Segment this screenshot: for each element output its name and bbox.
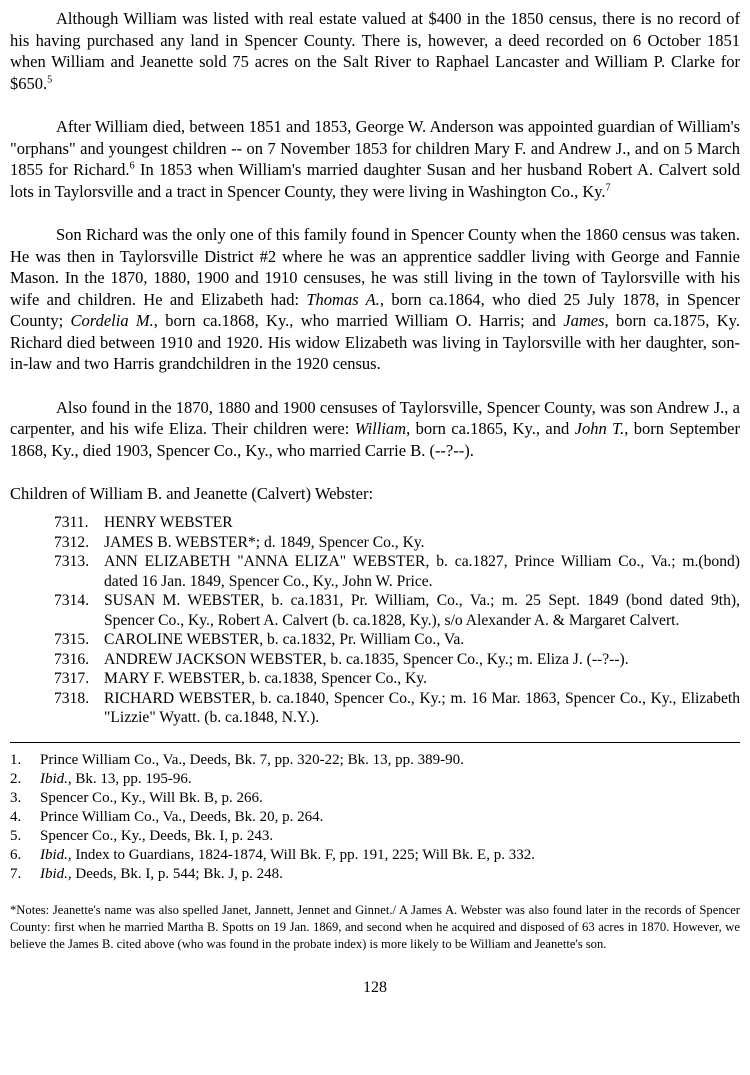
list-item (54, 533, 740, 553)
footnote (10, 789, 740, 808)
footnote-number: 6. (10, 846, 22, 863)
child-text: MARY F. WEBSTER, b. ca.1838, Spencer Co., Ky. (104, 670, 428, 687)
footnote (10, 865, 740, 884)
footnote (10, 846, 740, 865)
footnote-text: Prince William Co., Va., Deeds, Bk. 7, pp. 320-22; Bk. 13, pp. 389-90. (40, 751, 464, 768)
footnote-number: 3. (10, 789, 22, 806)
footnote-text: Prince William Co., Va., Deeds, Bk. 20, p. 264. (40, 808, 324, 825)
child-text: ANN ELIZABETH "ANNA ELIZA" WEBSTER, b. ca.1827, Prince William Co., Va.; m.(bond) dated 16 Jan. 1849, Spencer Co., Ky., John W. Price. (104, 553, 740, 590)
list-item (54, 650, 740, 670)
child-text: RICHARD WEBSTER, b. ca.1840, Spencer Co., Ky.; m. 16 Mar. 1863, Spencer Co., Ky., Elizabeth "Lizzie" Wyatt. (b. ca.1848, N.Y.). (104, 689, 740, 726)
child-text: JAMES B. WEBSTER*; d. 1849, Spencer Co., Ky. (104, 533, 425, 551)
footnote-text: Spencer Co., Ky., Deeds, Bk. I, p. 243. (40, 827, 274, 844)
footnotes-section (10, 751, 740, 884)
child-number: 7314. (54, 592, 90, 609)
footnote-number: 4. (10, 808, 22, 825)
child-number: 7316. (54, 650, 90, 668)
footnote-text: Spencer Co., Ky., Will Bk. B, p. 266. (40, 789, 263, 806)
paragraph-1: Although William was listed with real estate valued at $400 in the 1850 census, there is no record of his having purchased any land in Spencer County. There is, however, a deed recorded on 6 October 1851 when William and Jeanette sold 75 acres on the Salt River to Raphael Lancaster and William P. Clarke for $650.$^5$ (10, 9, 740, 93)
children-list (54, 513, 740, 728)
child-text: SUSAN M. WEBSTER, b. ca.1831, Pr. William, Co., Va.; m. 25 Sept. 1849 (bond dated 9th), Spencer Co., Ky., Robert A. Calvert (b. ca.1828, Ky.), s/o Alexander A. & Margaret Calvert. (104, 592, 740, 629)
footnote-number: 2. (10, 770, 22, 787)
footnote-number: 1. (10, 751, 22, 768)
paragraph-2: After William died, between 1851 and 1853, George W. Anderson was appointed guardian of William's "orphans" and youngest children -- on 7 November 1853 for children Mary F. and Andrew J., and on 5 March 1855 for Richard.$^6$ In 1853 when William's married daughter Susan and her husband Robert A. Calvert sold lots in Taylorsville and a tract in Spencer County, they were living in Washington Co., Ky.$^7$ (10, 117, 740, 201)
list-item (54, 552, 740, 591)
footnote-number: 7. (10, 865, 22, 882)
list-item (54, 669, 740, 689)
children-heading: Children of William B. and Jeanette (Calvert) Webster: (10, 484, 374, 503)
footnote (10, 770, 740, 789)
footnote (10, 827, 740, 846)
footnote-text: Ibid., Index to Guardians, 1824-1874, Will Bk. F, pp. 191, 225; Will Bk. E, p. 332. (40, 846, 535, 863)
footnote-text: Ibid., Deeds, Bk. I, p. 544; Bk. J, p. 248. (40, 865, 283, 882)
child-number: 7315. (54, 631, 90, 648)
child-number: 7317. (54, 670, 90, 687)
footnote (10, 751, 740, 770)
paragraph-4: Also found in the 1870, 1880 and 1900 censuses of Taylorsville, Spencer County, was son Andrew J., a carpenter, and his wife Eliza. Their children were: William, born ca.1865, Ky., and John T., born September 1868, Ky., died 1903, Spencer Co., Ky., who married Carrie B. (--?--). (10, 397, 740, 460)
footnote-divider (10, 742, 740, 743)
child-number: 7312. (54, 533, 90, 551)
footnote (10, 808, 740, 827)
child-number: 7313. (54, 553, 90, 570)
child-text: CAROLINE WEBSTER, b. ca.1832, Pr. William Co., Va. (104, 631, 465, 648)
page-number: 128 (363, 978, 387, 996)
child-text: ANDREW JACKSON WEBSTER, b. ca.1835, Spencer Co., Ky.; m. Eliza J. (--?--). (104, 650, 629, 668)
child-number: 7311. (54, 514, 89, 531)
list-item (54, 513, 740, 533)
list-item (54, 591, 740, 630)
footnote-number: 5. (10, 827, 22, 844)
list-item (54, 630, 740, 650)
list-item (54, 689, 740, 728)
child-number: 7318. (54, 689, 90, 707)
child-text: HENRY WEBSTER (104, 514, 233, 531)
notes-paragraph: *Notes: Jeanette's name was also spelled Janet, Jannett, Jennet and Ginnet./ A James A. Webster was also found later in the records of Spencer County: first when he married Martha B. Spotts on 19 Jan. 1869, and second when he acquired and disposed of 63 acres in 1870. However, we believe the James B. cited above (who was found in the probate index) is more likely to be William and Jeanette's son. (10, 902, 740, 951)
footnote-text: Ibid., Bk. 13, pp. 195-96. (40, 770, 192, 787)
paragraph-3: Son Richard was the only one of this family found in Spencer County when the 1860 census was taken. He was then in Taylorsville District #2 where he was an apprentice saddler living with George and Fannie Mason. In the 1870, 1880, 1900 and 1910 censuses, he was still living in the town of Taylorsville with his wife and children. He and Elizabeth had: Thomas A., born ca.1864, who died 25 July 1878, in Spencer County; Cordelia M., born ca.1868, Ky., who married William O. Harris; and James, born ca.1875, Ky. Richard died between 1910 and 1920. His widow Elizabeth was living in Taylorsville with her daughter, son-in-law and two Harris grandchildren in the 1920 census. (10, 225, 740, 373)
